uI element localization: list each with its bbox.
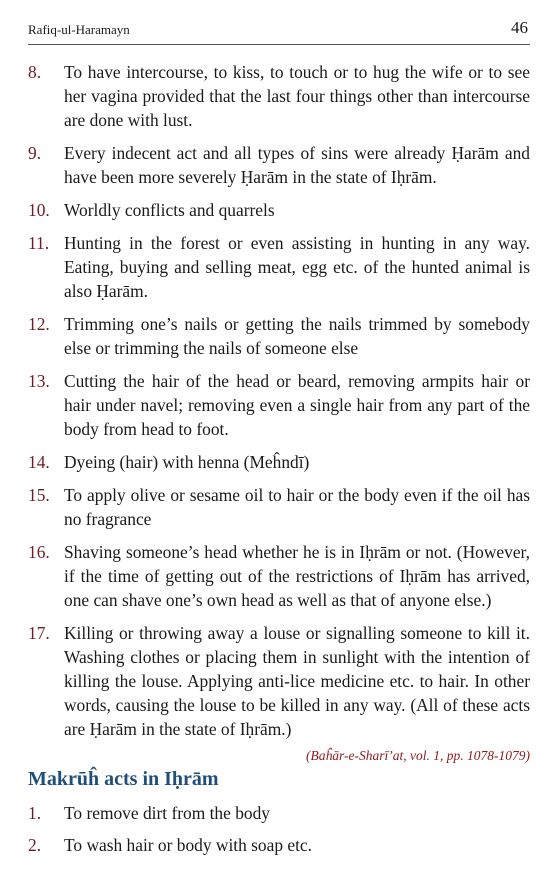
page-header bbox=[0, 0, 558, 44]
item-number: 13. bbox=[28, 371, 50, 391]
item-text: Every indecent act and all types of sins were already Ḥarām and have been more severely Ḥarām in the state of Iḥrām. bbox=[64, 143, 530, 187]
list-item bbox=[28, 833, 530, 857]
makruh-acts-list bbox=[28, 801, 530, 865]
item-number: 8. bbox=[28, 62, 42, 82]
item-number: 17. bbox=[28, 623, 50, 643]
list-item bbox=[28, 198, 530, 222]
item-text: Dyeing (hair) with henna (Meĥndī) bbox=[64, 452, 310, 472]
item-text: Trimming one’s nails or getting the nails trimmed by somebody else or trimming the nails of someone else bbox=[64, 314, 530, 358]
item-number: 15. bbox=[28, 485, 50, 505]
header-divider bbox=[28, 44, 530, 45]
list-item bbox=[28, 801, 530, 825]
item-number: 10. bbox=[28, 200, 50, 220]
item-text: Worldly conflicts and quarrels bbox=[64, 200, 275, 220]
item-text: To remove dirt from the body bbox=[64, 803, 270, 823]
citation: (Baĥār-e-Sharī’at, vol. 1, pp. 1078-1079) bbox=[306, 748, 530, 763]
item-number: 1. bbox=[28, 803, 42, 823]
list-item bbox=[28, 483, 530, 531]
list-item bbox=[28, 231, 530, 303]
item-text: Hunting in the forest or even assisting in hunting in any way. Eating, buying and selling meat, egg etc. of the hunted animal is also Ḥarām. bbox=[64, 233, 530, 301]
item-text: To apply olive or sesame oil to hair or the body even if the oil has no fragrance bbox=[64, 485, 530, 529]
item-text: Shaving someone’s head whether he is in Iḥrām or not. (However, if the time of getting out of the restrictions of Iḥrām has arrived, one can shave one’s own head as well as that of anyone else.) bbox=[64, 542, 530, 610]
item-text: Cutting the hair of the head or beard, removing armpits hair or hair under navel; removing even a single hair from any part of the body from head to foot. bbox=[64, 371, 530, 439]
item-number: 11. bbox=[28, 233, 50, 253]
item-text: To wash hair or body with soap etc. bbox=[64, 835, 312, 855]
running-title: Rafiq-ul-Haramayn bbox=[28, 22, 130, 37]
list-item bbox=[28, 141, 530, 189]
page-number: 46 bbox=[511, 18, 528, 37]
item-text: To have intercourse, to kiss, to touch or to hug the wife or to see her vagina provided that the last four things other than intercourse are done with lust. bbox=[64, 62, 530, 130]
item-text: Killing or throwing away a louse or signalling someone to kill it. Washing clothes or placing them in sunlight with the intention of killing the louse. Applying anti-lice medicine etc. to hair. In other words, causing the louse to be killed in any way. (All of these acts are Ḥarām in the state of Iḥrām.) bbox=[64, 623, 530, 739]
item-number: 14. bbox=[28, 452, 50, 472]
section-heading: Makrūĥ acts in Iḥrām bbox=[28, 768, 219, 790]
item-number: 9. bbox=[28, 143, 42, 163]
list-item bbox=[28, 312, 530, 360]
item-number: 12. bbox=[28, 314, 50, 334]
list-item bbox=[28, 369, 530, 441]
list-item bbox=[28, 450, 530, 474]
item-number: 2. bbox=[28, 835, 42, 855]
haram-acts-list bbox=[28, 60, 530, 750]
item-number: 16. bbox=[28, 542, 50, 562]
list-item bbox=[28, 60, 530, 132]
list-item bbox=[28, 540, 530, 612]
list-item bbox=[28, 621, 530, 741]
